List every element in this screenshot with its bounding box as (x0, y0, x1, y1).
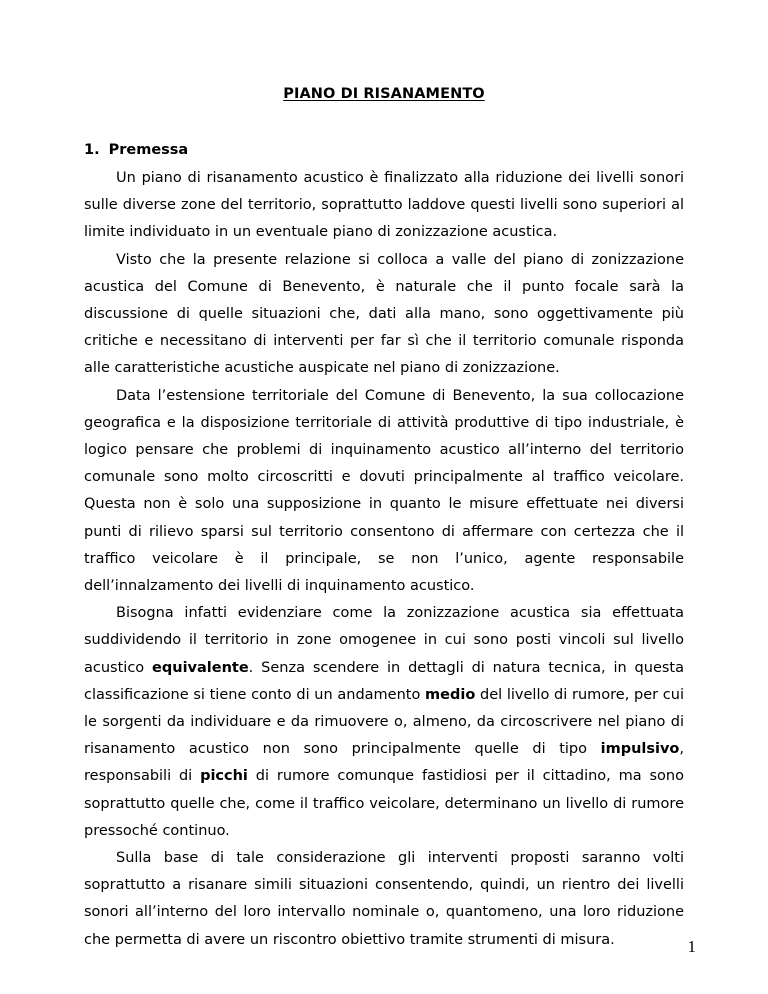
bold-term: impulsivo (600, 741, 680, 758)
document-body (84, 165, 684, 954)
document-title: PIANO DI RISANAMENTO (283, 86, 485, 102)
bold-term: medio (425, 686, 476, 703)
section-title: Premessa (108, 142, 189, 158)
paragraph (84, 600, 684, 845)
text-segment: Bisogna infatti evidenziare come la zonizzazione acustica sia effettuata suddividendo il territorio in zone omogenee in cui sono posti vincoli sul livello acustico (84, 605, 684, 676)
text-segment: del livello di rumore, per cui le sorgenti da individuare e da rimuovere o, almeno, da circoscrivere nel piano di risanamento acustico non sono principalmente quelle di tipo (84, 686, 684, 758)
paragraph: Sulla base di tale considerazione gli interventi proposti saranno volti soprattutto a risanare simili situazioni consentendo, quindi, un rientro dei livelli sonori all’interno del loro intervallo nominale o, quantomeno, una loro riduzione che permetta di avere un riscontro obiettivo tramite strumenti di misura. (84, 850, 684, 948)
section-number: 1. (84, 142, 100, 158)
page-number: 1 (687, 937, 696, 956)
paragraph: Data l’estensione territoriale del Comune di Benevento, la sua collocazione geografica e la disposizione territoriale di attività produttive di tipo industriale, è logico pensare che problemi di inquinamento acustico all’interno del territorio comunale sono molto circoscritti e dovuti principalmente al traffico veicolare. Questa non è solo una supposizione in quanto le misure effettuate nei diversi punti di rilievo sparsi sul territorio consentono di affermare con certezza che il traffico veicolare è il principale, se non l’unico, agente responsabile dell’innalzamento dei livelli di inquinamento acustico. (84, 387, 684, 595)
paragraph: Visto che la presente relazione si colloca a valle del piano di zonizzazione acustica del Comune di Benevento, è naturale che il punto focale sarà la discussione di quelle situazioni che, dati alla mano, sono oggettivamente più critiche e necessitano di interventi per far sì che il territorio comunale risponda alle caratteristiche acustiche auspicate nel piano di zonizzazione. (84, 251, 684, 377)
bold-term: equivalente (152, 659, 249, 676)
text-segment: di rumore comunque fastidiosi per il cittadino, ma sono soprattutto quelle che, come il traffico veicolare, determinano un livello di rumore pressoché continuo. (84, 768, 684, 839)
bold-term: picchi (200, 768, 248, 785)
text-segment: . Senza scendere in dettagli di natura tecnica, in questa classificazione si tiene conto di un andamento (84, 659, 684, 703)
paragraph: Un piano di risanamento acustico è finalizzato alla riduzione dei livelli sonori sulle diverse zone del territorio, soprattutto laddove questi livelli sono superiori al limite individuato in un eventuale piano di zonizzazione acustica. (84, 170, 684, 241)
section-heading (84, 142, 188, 158)
text-segment: , responsabili di (84, 741, 684, 785)
